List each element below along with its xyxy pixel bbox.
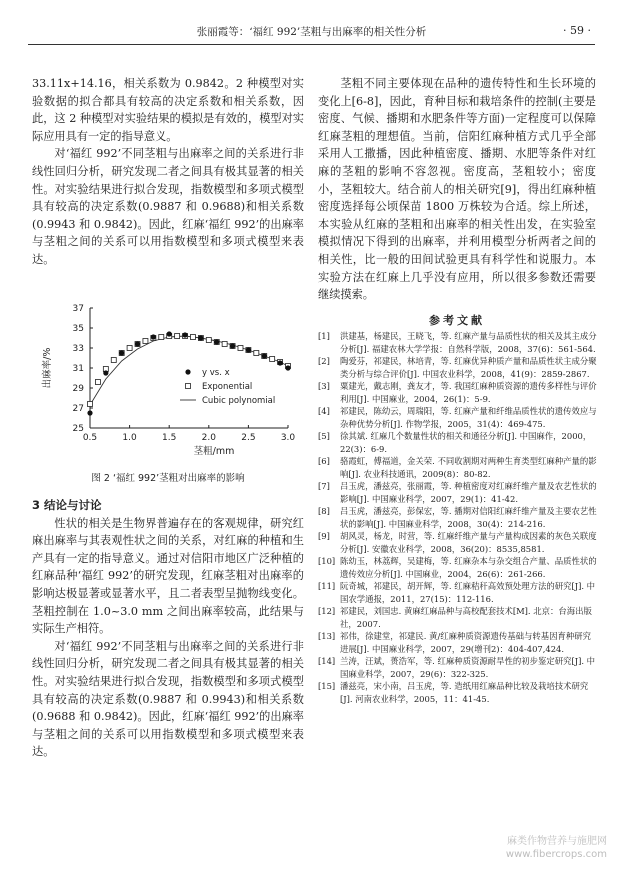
data-point [277, 360, 282, 365]
reference-text: 吕玉虎，潘兹亮，张丽霞，等. 种植密度对红麻纤维产量及农艺性状的影响[J]. 中国麻业科学，2007，29(1)：41-42. [340, 481, 597, 504]
reference-text: 祁建民，陈幼云，周瑞阳，等. 红麻产量和纤维品质性状的遗传效应与杂种优势分析[J]. 作物学报，2005，31(4)：469-475. [340, 406, 597, 429]
data-point [230, 343, 235, 348]
reference-number: [5] [318, 431, 330, 441]
legend-label: Exponential [202, 382, 253, 392]
paragraph: 对‘福红 992’不同茎粗与出麻率之间的关系进行非线性回归分析，研究发现二者之间具有极其显著的相关性。对实验结果进行拟合发现，指数模型和多项式模型具有较高的决定系数(0.9887 和 0.9688)和相关系数(0.9943 和 0.9842)。因此，红麻‘福红 992’的出麻率与茎粗之间的关系可以用指数模型和多项式模型来表达。 [32, 147, 304, 266]
reference-number: [7] [318, 481, 330, 491]
reference-item [318, 505, 598, 530]
data-point [262, 353, 267, 358]
exponential-point [159, 335, 164, 340]
exponential-point [222, 342, 227, 347]
reference-text: 骆霞虹，傅福道，金关荣. 不同收割期对两种生育类型红麻种产量的影响[J]. 农业科技通讯，2009(8)：80-82. [340, 456, 597, 479]
y-tick-label: 35 [72, 324, 84, 334]
x-tick-label: 1.0 [122, 433, 137, 443]
paragraph: 性状的相关是生物界普遍存在的客观规律，研究红麻出麻率与其表观性状之间的关系，对红麻的种植和生产具有一定的指导意义。通过对信阳市地区广泛种植的红麻品种‘福红 992’的研究发现，红麻茎粗对出麻率的影响达极显著或显著水平，且二者表型呈抛物线变化。茎粗控制在 1.0~3.0 mm 之间出麻率较高，此结果与实际生产相符。 [32, 516, 304, 636]
figure-caption: 图 2 ‘福红 992’茎粗对出麻率的影响 [91, 473, 245, 484]
running-title: 张丽霞等：‘福红 992’茎粗与出麻率的相关性分析 [196, 26, 427, 38]
y-tick-label: 29 [72, 384, 84, 394]
reference-item [318, 480, 598, 505]
watermark-url: www.fibercrops.com [505, 849, 607, 860]
exponential-point [127, 346, 132, 351]
data-point [214, 339, 219, 344]
reference-text: 陈幼玉，林荔辉，吴建梅，等. 红麻杂本与杂交组合产量、品质性状的遗传效应分析[J]. 中国麻业，2004，26(6)：261-266. [340, 556, 597, 579]
data-point [167, 331, 172, 336]
references-heading: 参考文献 [429, 314, 485, 327]
reference-number: [9] [318, 531, 330, 541]
legend-marker-squares [186, 384, 191, 389]
reference-number: [8] [318, 506, 330, 516]
reference-number: [14] [318, 656, 336, 666]
reference-number: [12] [318, 606, 336, 616]
right-column [318, 75, 596, 304]
y-tick-label: 27 [72, 404, 84, 414]
x-tick-label: 3.0 [280, 433, 296, 443]
reference-item [318, 630, 598, 655]
x-tick-label: 0.5 [82, 433, 98, 443]
exponential-point [88, 402, 93, 407]
data-point [151, 334, 156, 339]
reference-number: [6] [318, 456, 330, 466]
data-point [87, 410, 92, 415]
chart [32, 300, 304, 465]
data-point [103, 370, 108, 375]
x-tick-label: 2.5 [241, 433, 256, 443]
reference-item [318, 330, 598, 355]
exponential-point [270, 357, 275, 362]
reference-item [318, 580, 598, 605]
exponential-point [190, 335, 195, 340]
reference-item [318, 605, 598, 630]
figure-2 [32, 300, 304, 465]
y-tick-label: 33 [72, 344, 84, 354]
reference-number: [2] [318, 356, 330, 366]
reference-number: [3] [318, 381, 330, 391]
x-tick-label: 1.5 [162, 433, 177, 443]
reference-text: 潘兹亮，宋小南，吕玉虎，等. 造纸用红麻品种比较及栽培技术研究[J]. 河南农业科学，2005，11：41-45. [340, 681, 589, 704]
watermark [437, 835, 607, 861]
reference-item [318, 355, 598, 380]
y-tick-label: 25 [72, 424, 84, 434]
page-number: · 59 · [563, 24, 591, 37]
left-column-upper [32, 75, 304, 269]
reference-number: [10] [318, 556, 336, 566]
reference-number: [4] [318, 406, 330, 416]
reference-text: 吕玉虎，潘兹亮，彭保宏，等. 播期对信阳红麻纤维产量及主要农艺性状的影响[J]. 中国麻业科学，2008，30(4)：214-216. [340, 506, 597, 529]
reference-list [318, 330, 598, 705]
reference-text: 洪建基，杨建民，王晓飞，等. 红麻产量与品质性状的相关及其主成分分析[J]. 福建农林大学学报：自然科学版，2008，37(6)：561-564. [340, 331, 597, 354]
exponential-point [95, 380, 100, 385]
reference-number: [15] [318, 681, 336, 691]
legend-label: y vs. x [202, 368, 230, 378]
exponential-point [175, 334, 180, 339]
reference-text: 陶爱芬，祁建民，林培青，等. 红麻优异种质产量和品质性状主成分聚类分析与综合评价[J]. 中国农业科学，2008，41(9)：2859-2867. [340, 356, 597, 379]
reference-text: 阮奇城，祁建民，胡开辉，等. 红麻秸秆高效预处理方法的研究[J]. 中国农学通报，2011，27(15)：112-116. [340, 581, 596, 604]
paragraph: 33.11x+14.16，相关系数为 0.9842。2 种模型对实验数据的拟合都具有较高的决定系数和相关系数，因此，这 2 种模型对实验结果的模拟是有效的，模型对实际应用具有一定的指导意义。 [32, 77, 304, 143]
page-header [0, 18, 623, 40]
reference-item [318, 455, 598, 480]
reference-item [318, 430, 598, 455]
reference-text: 粟建光，戴志刚，龚友才，等. 我国红麻种质资源的遗传多样性与评价利用[J]. 中国麻业，2004，26(1)：5-9. [340, 381, 597, 404]
reference-item [318, 555, 598, 580]
reference-item [318, 405, 598, 430]
reference-number: [13] [318, 631, 336, 641]
reference-text: 祁建民，刘国忠. 黄麻红麻品种与高校配套技术[M]. 北京：台海出版社，2007. [340, 606, 592, 629]
reference-text: 祁伟，徐建堂，祁建民. 黄/红麻种质资源遗传基础与转基因育种研究进展[J]. 中国麻业科学，2007，29(增刊2)：404-407,424. [340, 631, 592, 654]
data-point [119, 350, 124, 355]
reference-item [318, 655, 598, 680]
reference-text: 胡风灵，杨龙，时营，等. 红麻纤维产量与产量构成因素的灰色关联度分析[J]. 安徽农业科学，2008，36(20)：8535,8581. [340, 531, 597, 554]
x-tick-label: 2.0 [201, 433, 216, 443]
y-axis-label: 出麻率/% [42, 347, 53, 389]
watermark-title: 麻类作物营养与施肥网 [507, 836, 607, 847]
data-point [246, 347, 251, 352]
y-tick-label: 31 [72, 364, 84, 374]
y-tick-label: 37 [72, 304, 84, 314]
reference-item [318, 680, 598, 705]
section-heading: 3 结论与讨论 [32, 498, 102, 512]
paragraph: 对‘福红 992’不同茎粗与出麻率之间的关系进行非线性回归分析，研究发现二者之间具有极其显著的相关性。对实验结果进行拟合发现，指数模型和多项式模型具有较高的决定系数(0.9887 和 0.9943)和相关系数(0.9688 和 0.9842)。因此，红麻‘福红 992’的出麻率与茎粗之间的关系可以用指数模型和多项式模型来表达。 [32, 639, 304, 759]
exponential-point [206, 338, 211, 343]
header-rule [28, 44, 595, 45]
x-axis-label: 茎粗/mm [193, 446, 235, 457]
exponential-point [111, 358, 116, 363]
reference-number: [1] [318, 331, 330, 341]
reference-item [318, 380, 598, 405]
legend-marker-points [185, 369, 190, 374]
data-point [285, 365, 290, 370]
section-3 [32, 497, 304, 761]
exponential-point [143, 339, 148, 344]
data-point [135, 341, 140, 346]
data-point [182, 332, 187, 337]
reference-text: 徐其斌. 红麻几个数量性状的相关和通径分析[J]. 中国麻作，2000，22(3)：6-9. [340, 431, 592, 454]
reference-item [318, 530, 598, 555]
paragraph: 茎粗不同主要体现在品种的遗传特性和生长环境的变化上[6-8]，因此，育种目标和栽培条件的控制(主要是密度、气候、播期和水肥条件等方面)一定程度可以保障红麻茎粗的理想值。当前，信阳红麻种植方式几乎全部采用人工撒播，因此种植密度、播期、水肥等条件对红麻的茎粗的影响不容忽视。密度高，茎粗较小；密度小，茎粗较大。结合前人的相关研究[9]，得出红麻种植密度选择每公顷保苗 1800 万株较为合适。综上所述，本实验从红麻的茎粗和出麻率的相关性出发，在实验室模拟情况下得到的出麻率，并利用模型分析两者之间的相关性，比一般的田间试验更具有科学性和说服力。本实验方法在红麻上几乎没有应用，所以很多参数还需要继续摸索。 [318, 77, 596, 302]
reference-number: [11] [318, 581, 336, 591]
exponential-point [254, 351, 259, 356]
legend-label: Cubic polynomial [202, 396, 276, 406]
reference-text: 兰涛，汪斌，蒉浩军，等. 红麻种质资源耐旱性的初步鉴定研究[J]. 中国麻业科学，2007，29(6)：322-325. [340, 656, 596, 679]
exponential-point [238, 346, 243, 351]
data-point [198, 335, 203, 340]
